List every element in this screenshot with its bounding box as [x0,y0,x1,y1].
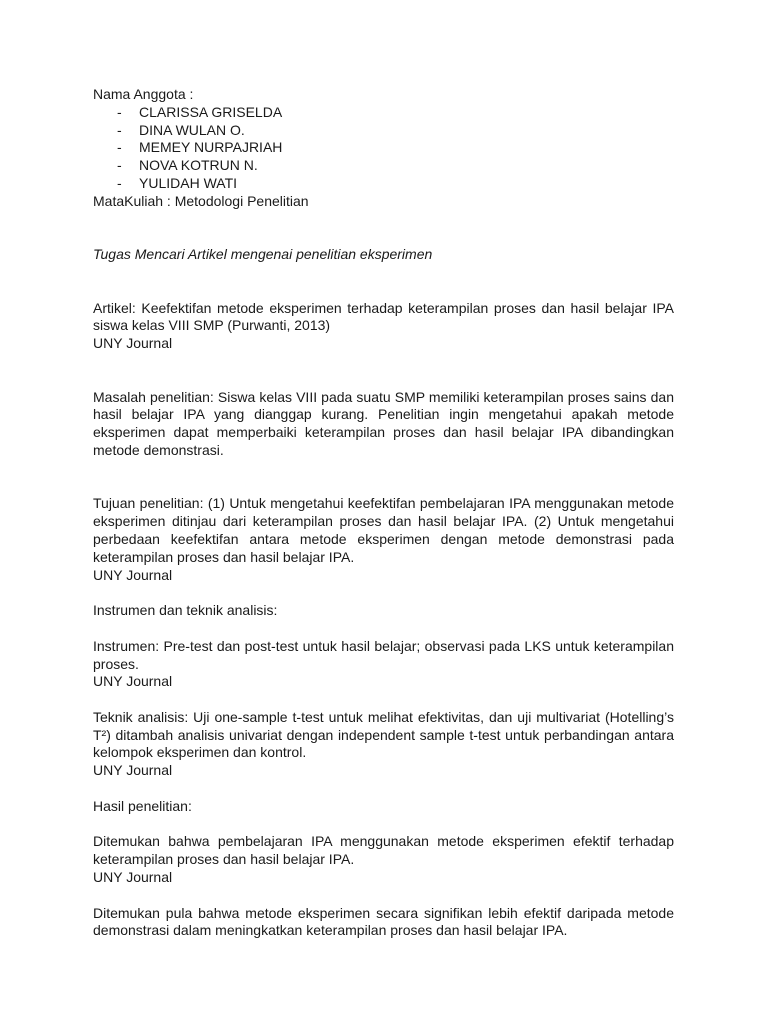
results-heading: Hasil penelitian: [93,797,192,814]
problem-paragraph: Masalah penelitian: Siswa kelas VIII pada suatu SMP memiliki keterampilan proses sains dan hasil belajar IPA yang dianggap kurang. Penelitian ingin mengetahui apakah metode eksperimen dapat memperbaiki keterampilan proses dan hasil belajar IPA dibandingkan metode demonstrasi. [93,388,674,458]
spacer [93,887,674,905]
spacer [93,780,674,798]
member-name: MEMEY NURPAJRIAH [139,139,283,156]
spacer [93,211,674,247]
members-list [93,104,674,193]
task-title: Tugas Mencari Artikel mengenai penelitian eksperimen [93,246,433,263]
instruments-heading: Instrumen dan teknik analisis: [93,602,278,619]
spacer [93,264,674,300]
members-label: Nama Anggota : [93,86,194,102]
instruments-paragraph: Instrumen: Pre-test dan post-test untuk hasil belajar; observasi pada LKS untuk keterampilan proses. [93,637,674,672]
spacer [93,353,674,389]
objective-paragraph: Tujuan penelitian: (1) Untuk mengetahui keefektifan pembelajaran IPA menggunakan metode eksperimen ditinjau dari keterampilan proses dan hasil belajar IPA. (2) Untuk mengetahui perbedaan keefektifan antara metode eksperimen dengan metode demonstrasi pada keterampilan proses dan hasil belajar IPA. [93,495,674,565]
spacer [93,620,674,638]
objective-source: UNY Journal [93,566,173,583]
result2-paragraph: Ditemukan pula bahwa metode eksperimen secara signifikan lebih efektif daripada metode demonstrasi dalam meningkatkan keterampilan proses dan hasil belajar IPA. [93,904,674,939]
member-name: YULIDAH WATI [139,174,238,191]
member-item [93,175,674,193]
article-source: UNY Journal [93,335,173,352]
result1-paragraph: Ditemukan bahwa pembelajaran IPA menggunakan metode eksperimen efektif terhadap keterampilan proses dan hasil belajar IPA. [93,833,674,868]
member-item [93,104,674,122]
member-name: DINA WULAN O. [139,121,245,138]
course-line: MataKuliah : Metodologi Penelitian [93,192,309,209]
document-page [93,86,674,940]
member-item [93,122,674,140]
list-dash: - [117,174,122,191]
spacer [93,691,674,709]
spacer [93,816,674,834]
article-paragraph: Artikel: Keefektifan metode eksperimen terhadap keterampilan proses dan hasil belajar IPA siswa kelas VIII SMP (Purwanti, 2013) [93,299,674,334]
result1-source: UNY Journal [93,869,173,886]
list-dash: - [117,157,122,174]
spacer [93,584,674,602]
spacer [93,460,674,496]
analysis-source: UNY Journal [93,762,173,779]
member-name: CLARISSA GRISELDA [139,103,283,120]
list-dash: - [117,103,122,120]
member-item [93,157,674,175]
list-dash: - [117,121,122,138]
analysis-paragraph: Teknik analisis: Uji one-sample t-test untuk melihat efektivitas, dan uji multivariat (Hotelling’s T²) ditambah analisis univariat dengan independent sample t-test untuk perbandingan antara kelompok eksperimen dan kontrol. [93,708,674,761]
list-dash: - [117,139,122,156]
member-name: NOVA KOTRUN N. [139,157,258,174]
instruments-source: UNY Journal [93,673,173,690]
member-item [93,139,674,157]
